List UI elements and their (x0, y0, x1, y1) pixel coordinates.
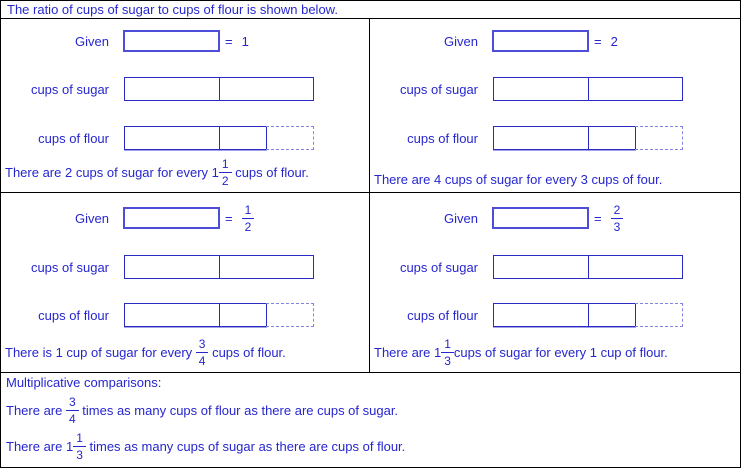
flour-label: cups of flour (407, 307, 478, 323)
sentence-fraction: $\frac{1}{3}$ (73, 432, 86, 461)
multiplicative-line (6, 428, 740, 464)
sentence-fraction: $\frac{3}{4}$ (66, 396, 79, 425)
sugar-row (1, 255, 369, 279)
given-label: Given (75, 33, 109, 49)
given-equation (225, 197, 254, 239)
flour-bar (124, 303, 314, 327)
given-value (611, 34, 618, 49)
panel-sentence (5, 338, 286, 367)
sentence-text: There are 1 (374, 345, 442, 360)
sentence-fraction: $\frac{3}{4}$ (196, 338, 209, 367)
sentence-text: There are 1 (6, 438, 74, 454)
given-row (370, 197, 740, 239)
flour-bar-segment-solid (124, 303, 220, 327)
equals-sign: = (594, 210, 602, 226)
equals-sign: = (225, 210, 233, 226)
given-fraction: $\frac{2}{3}$ (611, 204, 624, 233)
sugar-bar-segment (219, 255, 314, 279)
panel-top-right (370, 19, 740, 193)
flour-row (370, 126, 740, 150)
flour-bar-segment-solid (588, 303, 636, 327)
flour-bar-segment-dashed (266, 126, 314, 150)
flour-bar-segment-dashed (635, 303, 683, 327)
panel-bottom-left (1, 193, 370, 372)
page-title: The ratio of cups of sugar to cups of flour is shown below. (1, 1, 740, 19)
given-value (242, 204, 255, 233)
given-whole-number: 2 (610, 33, 618, 49)
flour-row (370, 303, 740, 327)
flour-label: cups of flour (38, 307, 109, 323)
given-label: Given (444, 210, 478, 226)
sentence-text: cups of flour. (231, 165, 309, 180)
panel-sentence (374, 338, 668, 367)
flour-bar (493, 126, 683, 150)
given-label: Given (444, 33, 478, 49)
sugar-label: cups of sugar (30, 81, 109, 97)
sentence-text: There is 1 cup of sugar for every (5, 345, 196, 360)
sugar-row (370, 255, 740, 279)
given-whole-number: 1 (241, 33, 249, 49)
flour-bar-segment-dashed (635, 126, 683, 150)
panel-sentence (5, 158, 309, 187)
flour-bar-segment-solid (588, 126, 636, 150)
flour-label: cups of flour (407, 130, 478, 146)
quadrant-grid (1, 19, 740, 372)
flour-bar-segment-solid (219, 303, 267, 327)
flour-bar (493, 303, 683, 327)
panel-bottom-right (370, 193, 740, 372)
sugar-bar-segment (124, 255, 220, 279)
given-value (242, 34, 249, 49)
given-value (611, 204, 624, 233)
given-input-box[interactable] (123, 207, 220, 229)
given-input-box[interactable] (492, 207, 589, 229)
sugar-label: cups of sugar (399, 81, 478, 97)
flour-bar-segment-solid (493, 126, 589, 150)
sugar-bar-segment (219, 77, 314, 101)
sentence-text: There are (6, 402, 66, 418)
sugar-label: cups of sugar (30, 259, 109, 275)
sugar-row (370, 77, 740, 101)
flour-row (1, 303, 369, 327)
sugar-bar (493, 77, 683, 101)
sentence-text: cups of flour. (208, 345, 286, 360)
given-label: Given (75, 210, 109, 226)
given-row (1, 197, 369, 239)
given-input-box[interactable] (492, 30, 589, 52)
multiplicative-comparisons-section (1, 372, 740, 466)
sugar-bar-segment (588, 77, 683, 101)
given-equation (594, 197, 623, 239)
sentence-text: times as many cups of flour as there are cups of sugar. (78, 402, 399, 418)
sugar-bar-segment (588, 255, 683, 279)
given-fraction: $\frac{1}{2}$ (242, 204, 255, 233)
sugar-bar (124, 77, 314, 101)
flour-bar (124, 126, 314, 150)
flour-label: cups of flour (38, 130, 109, 146)
flour-bar-segment-solid (219, 126, 267, 150)
flour-bar-segment-solid (124, 126, 220, 150)
flour-bar-segment-dashed (266, 303, 314, 327)
sugar-bar-segment (493, 255, 589, 279)
flour-row (1, 126, 369, 150)
given-row (370, 20, 740, 62)
given-equation (594, 20, 618, 62)
sugar-bar (493, 255, 683, 279)
panel-sentence (374, 172, 662, 187)
sentence-text: times as many cups of sugar as there are cups of flour. (85, 438, 406, 454)
sentence-text: cups of sugar for every 1 cup of flour. (453, 345, 668, 360)
sugar-bar (124, 255, 314, 279)
sentence-text: There are 4 cups of sugar for every 3 cups of four. (374, 172, 663, 187)
sugar-row (1, 77, 369, 101)
multiplicative-line (6, 392, 740, 428)
given-equation (225, 20, 249, 62)
multiplicative-heading: Multiplicative comparisons: (6, 375, 162, 390)
given-row (1, 20, 369, 62)
sentence-text: There are 2 cups of sugar for every 1 (5, 165, 219, 180)
flour-bar-segment-solid (493, 303, 589, 327)
sentence-fraction: $\frac{1}{3}$ (441, 338, 454, 367)
equals-sign: = (225, 33, 233, 49)
given-input-box[interactable] (123, 30, 220, 52)
sugar-bar-segment (493, 77, 589, 101)
sugar-label: cups of sugar (399, 259, 478, 275)
equals-sign: = (594, 33, 602, 49)
sugar-bar-segment (124, 77, 220, 101)
sentence-fraction: $\frac{1}{2}$ (219, 158, 232, 187)
panel-top-left (1, 19, 370, 193)
